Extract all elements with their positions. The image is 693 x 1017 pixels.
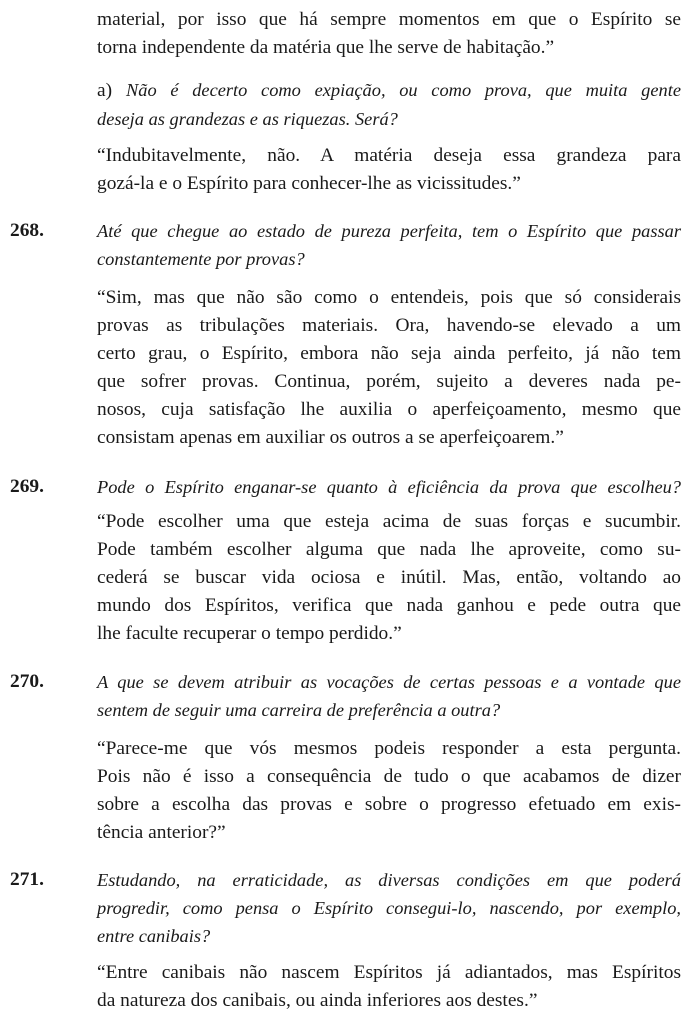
question-text bbox=[97, 668, 681, 724]
text-line: torna independente da matéria que lhe serve de habitação.” bbox=[97, 37, 555, 58]
answer-text bbox=[97, 508, 681, 648]
text-line: provas as tribulações materiais. Ora, havendo-se elevado a um bbox=[97, 315, 681, 336]
question-number: 271. bbox=[10, 869, 44, 890]
text-line: sobre a escolha das provas e sobre o progresso efetuado em exis- bbox=[97, 794, 681, 815]
intro-answer bbox=[97, 6, 681, 62]
text-line bbox=[97, 76, 681, 105]
text-line: “Parece-me que vós mesmos podeis responder a esta pergunta. bbox=[97, 738, 681, 759]
text-line: A que se devem atribuir as vocações de certas pessoas e a vontade que bbox=[97, 672, 681, 692]
question-text bbox=[97, 217, 681, 273]
answer-text bbox=[97, 284, 681, 452]
text-line: certo grau, o Espírito, embora não seja ainda perfeito, já não tem bbox=[97, 343, 681, 364]
answer-text bbox=[97, 959, 681, 1015]
text-line: que sofrer provas. Continua, porém, sujeito a deveres nada pe- bbox=[97, 371, 681, 392]
text-line: cederá se buscar vida ociosa e inútil. Mas, então, voltando ao bbox=[97, 567, 681, 588]
text-line: Pode o Espírito enganar-se quanto à eficiência da prova que escolheu? bbox=[97, 477, 681, 497]
question-text bbox=[97, 473, 681, 501]
text-line: Até que chegue ao estado de pureza perfeita, tem o Espírito que passar bbox=[97, 221, 681, 241]
text-line: “Pode escolher uma que esteja acima de suas forças e sucumbir. bbox=[97, 511, 681, 532]
text-line: mundo dos Espíritos, verifica que nada ganhou e pede outra que bbox=[97, 595, 681, 616]
text-line: Estudando, na erraticidade, as diversas condições em que poderá bbox=[97, 870, 681, 890]
question-number: 269. bbox=[10, 476, 44, 497]
text-line: entre canibais? bbox=[97, 926, 211, 946]
sub-question-text: Não é decerto como expiação, ou como prova, que muita gente bbox=[126, 80, 681, 100]
text-line: “Entre canibais não nascem Espíritos já adiantados, mas Espíritos bbox=[97, 962, 681, 983]
text-line: consistam apenas em auxiliar os outros a se aperfeiçoarem.” bbox=[97, 427, 564, 448]
sub-question-label: a) bbox=[97, 80, 113, 101]
answer-text bbox=[97, 735, 681, 847]
text-line: lhe faculte recuperar o tempo perdido.” bbox=[97, 623, 402, 644]
text-line: gozá-la e o Espírito para conhecer-lhe as vicissitudes.” bbox=[97, 173, 521, 194]
sub-answer-a bbox=[97, 142, 681, 198]
question-text bbox=[97, 866, 681, 950]
question-number: 268. bbox=[10, 220, 44, 241]
text-line: sentem de seguir uma carreira de preferência a outra? bbox=[97, 700, 501, 720]
text-line: Pode também escolher alguma que nada lhe aproveite, como su- bbox=[97, 539, 681, 560]
question-number: 270. bbox=[10, 671, 44, 692]
text-line: progredir, como pensa o Espírito consegui-lo, nascendo, por exemplo, bbox=[97, 898, 681, 918]
text-line: da natureza dos canibais, ou ainda inferiores aos destes.” bbox=[97, 990, 538, 1011]
text-line: tência anterior?” bbox=[97, 822, 226, 843]
text-line: material, por isso que há sempre momentos em que o Espírito se bbox=[97, 9, 681, 30]
text-line: deseja as grandezas e as riquezas. Será? bbox=[97, 109, 398, 129]
text-line: constantemente por provas? bbox=[97, 249, 305, 269]
sub-question-a bbox=[97, 76, 681, 133]
text-line: “Indubitavelmente, não. A matéria deseja essa grandeza para bbox=[97, 145, 681, 166]
text-line: “Sim, mas que não são como o entendeis, pois que só considerais bbox=[97, 287, 681, 308]
text-line: nosos, cuja satisfação lhe auxilia o aperfeiçoamento, mesmo que bbox=[97, 399, 681, 420]
text-line: Pois não é isso a consequência de tudo o que acabamos de dizer bbox=[97, 766, 681, 787]
